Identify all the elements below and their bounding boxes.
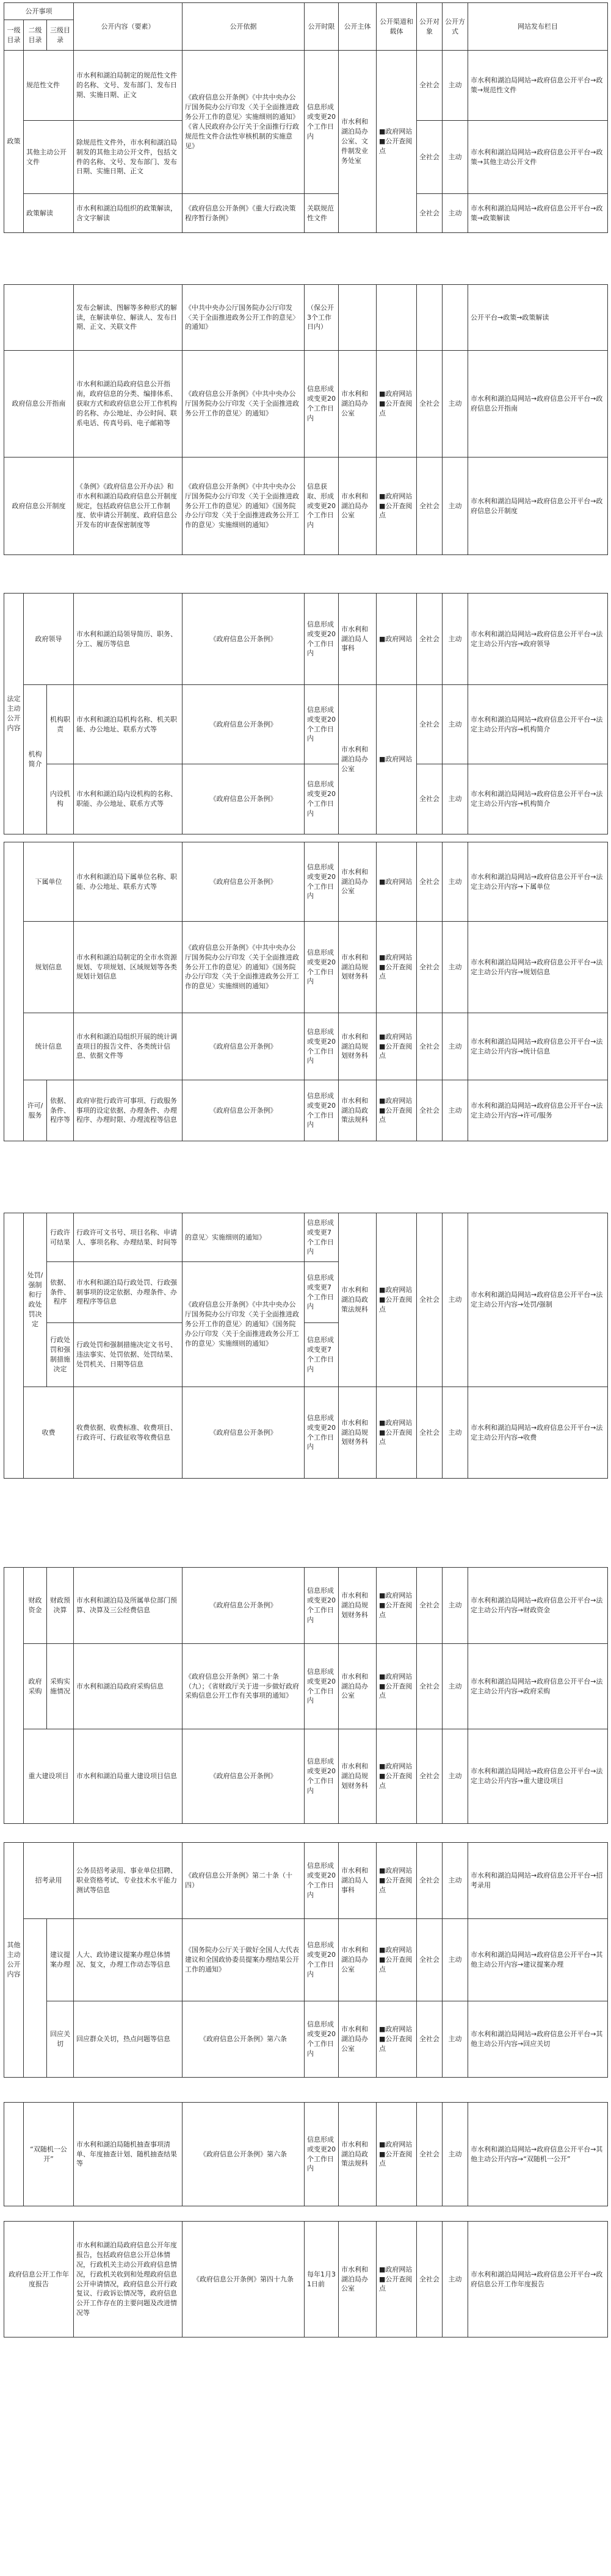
object-cell: 全社会 — [417, 351, 443, 457]
basis-cell: 《政府信息公开条例》 — [183, 1729, 305, 1824]
object-cell: 全社会 — [417, 2001, 443, 2078]
method-cell: 主动 — [443, 1387, 468, 1479]
object-cell: 全社会 — [417, 1387, 443, 1479]
column-cell: 市水利和湖泊局网站→政府信息公开平台→法定主动公开内容→收费 — [468, 1387, 608, 1479]
subject-cell: 市水利和湖泊局办公室 — [339, 2001, 377, 2078]
method-cell: 主动 — [443, 1729, 468, 1824]
l2-cell — [24, 1919, 47, 2078]
header-level3: 三级目录 — [47, 20, 74, 51]
channel-cell: ■政府网站 ■公开查阅点 — [377, 51, 417, 233]
object-cell: 全社会 — [417, 51, 443, 121]
l2-cell: 财政资金 — [24, 1568, 47, 1644]
basis-cell: 《政府信息公开条例》 — [183, 1013, 305, 1080]
l2-cell: 收费 — [24, 1387, 74, 1479]
basis-cell: 《国务院办公厅关于做好全国人大代表建议和全国政协委员提案办理结果公开工作的通知》 — [183, 1919, 305, 2001]
basis-cell: 《政府信息公开条例》第四十九条 — [183, 2222, 305, 2337]
object-cell — [417, 285, 443, 351]
object-cell: 全社会 — [417, 457, 443, 555]
catalog-table-6 — [4, 1567, 608, 1824]
method-cell: 主动 — [443, 922, 468, 1013]
table-row — [4, 1729, 608, 1824]
content-cell: 市水利和湖泊局政府信息公开年度报告，包括政府信息公开总体情况，行政机关主动公开政府信息情况，行政机关收到和处理政府信息公开申请情况，政府信息公开行政复议、行政诉讼情况等，政府信息公开工作存在的主要问题及改进情况等 — [74, 2222, 183, 2337]
column-cell: 市水利和湖泊局网站→政府信息公开平台→其他主动公开内容→回应关切 — [468, 2001, 608, 2078]
basis-cell: 《政府信息公开条例》 — [183, 1080, 305, 1141]
subject-cell: 市水利和湖泊局办公室 — [339, 2222, 377, 2337]
l1-cell: 政府信息公开指南 — [4, 351, 74, 457]
basis-cell: 《政府信息公开条例》《中共中央办公厅国务院办公厅印发〈关于全面推进政务公开工作的意见〉的通知》《国务院办公厅印发〈关于全面推进政务公开工作的意见〉实施细则的通知》 — [183, 1262, 305, 1387]
method-cell: 主动 — [443, 2001, 468, 2078]
content-cell: 发布会解读、图解等多种形式的解读，在解读单位、解读人、发布日期、正文、关联文件 — [74, 285, 183, 351]
column-cell: 市水利和湖泊局网站→政府信息公开平台→其他主动公开内容→建议提案办理 — [468, 1919, 608, 2001]
column-cell: 市水利和湖泊局网站→政府信息公开平台→政府信息公开工作年度报告 — [468, 2222, 608, 2337]
method-cell: 主动 — [443, 121, 468, 194]
object-cell: 全社会 — [417, 1080, 443, 1141]
header-method: 公开方式 — [443, 3, 468, 51]
channel-cell: ■政府网站 ■公开查阅点 — [377, 1568, 417, 1644]
table-row — [4, 1213, 608, 1262]
l3-cell: 依据、条件、程序等 — [47, 1080, 74, 1141]
content-cell: 市水利和湖泊局随机抽查事项清单、年度抽查计划、随机抽查结果等 — [74, 2103, 183, 2206]
time-cell: 每年1月31日前 — [305, 2222, 339, 2337]
time-cell: 关联规范性文件 — [305, 194, 339, 233]
sheet-page-7 — [4, 1842, 607, 2078]
sheet-page-2 — [4, 284, 607, 555]
sheet-page-1 — [4, 2, 607, 233]
time-cell: 信息形成或变更20个工作日内 — [305, 1919, 339, 2001]
table-row — [4, 685, 608, 764]
object-cell: 全社会 — [417, 922, 443, 1013]
table-row — [4, 457, 608, 555]
subject-cell: 市水利和湖泊局规划财务科 — [339, 922, 377, 1013]
time-cell: 信息形成或变更20个工作日内 — [305, 1843, 339, 1919]
table-row — [4, 1568, 608, 1644]
channel-cell: ■政府网站 ■公开查阅点 — [377, 1644, 417, 1729]
method-cell: 主动 — [443, 1080, 468, 1141]
method-cell: 主动 — [443, 594, 468, 685]
l3-cell: 建议提案办理 — [47, 1919, 74, 2001]
method-cell: 主动 — [443, 1919, 468, 2001]
subject-cell: 市水利和湖泊局规划财务科 — [339, 1387, 377, 1479]
object-cell: 全社会 — [417, 685, 443, 764]
content-cell: 市水利和湖泊局组织的政策解读，含文字解读 — [74, 194, 183, 233]
subject-cell: 市水利和湖泊局办公室 — [339, 1644, 377, 1729]
time-cell: 信息形成或变更7个工作日内 — [305, 1262, 339, 1323]
l2-cell: 政府领导 — [24, 594, 74, 685]
time-cell: 信息形成或变更20个工作日内 — [305, 2001, 339, 2078]
basis-cell: 《政府信息公开条例》《中共中央办公厅国务院办公厅印发〈关于全面推进政务公开工作的意见〉的通知》《国务院办公厅印发〈关于全面推进政务公开工作的意见〉实施细则的通知》 — [183, 457, 305, 555]
object-cell: 全社会 — [417, 1919, 443, 2001]
l2-cell: 其他主动公开文件 — [24, 121, 74, 194]
l3-cell: 行政许可结果 — [47, 1213, 74, 1262]
object-cell: 全社会 — [417, 1213, 443, 1387]
subject-cell: 市水利和湖泊局人事科 — [339, 594, 377, 685]
object-cell: 全社会 — [417, 1843, 443, 1919]
content-cell: 行政许可文书号、项目名称、申请人、事项名称、办理结果、时间等 — [74, 1213, 183, 1262]
sheet-page-3 — [4, 593, 607, 834]
column-cell: 市水利和湖泊局网站→政府信息公开平台→政策→规范性文件 — [468, 51, 608, 121]
column-cell: 市水利和湖泊局网站→政府信息公开平台→政府信息公开制度 — [468, 457, 608, 555]
content-cell: 市水利和湖泊局重大建设项目信息 — [74, 1729, 183, 1824]
column-cell: 市水利和湖泊局网站→政府信息公开平台→招考录用 — [468, 1843, 608, 1919]
l2-cell: 许可/服务 — [24, 1080, 47, 1141]
l3-cell: 内设机构 — [47, 764, 74, 834]
subject-cell: 市水利和湖泊局办公室 — [339, 685, 377, 834]
channel-cell: ■政府网站 — [377, 685, 417, 834]
content-cell: 市水利和湖泊局下属单位名称、职能、办公地址、联系方式等 — [74, 842, 183, 922]
basis-cell: 《政府信息公开条例》 — [183, 842, 305, 922]
table-row — [4, 1387, 608, 1479]
content-cell: 市水利和湖泊局政府信息公开指南，政府信息的分类、编排体系、获取方式和政府信息公开工作机构的名称、办公地址、办公时间、联系电话、传真号码、电子邮箱等 — [74, 351, 183, 457]
method-cell: 主动 — [443, 1213, 468, 1387]
l3-cell: 回应关切 — [47, 2001, 74, 2078]
basis-cell: 《政府信息公开条例》《重大行政决策程序暂行条例》 — [183, 194, 305, 233]
content-cell: 市水利和湖泊局机构名称、机关职能、办公地址、联系方式等 — [74, 685, 183, 764]
l1-cell — [4, 285, 74, 351]
basis-cell: 《政府信息公开条例》《中共中央办公厅国务院办公厅印发〈关于全面推进政务公开工作的意见〉实施细则的通知》《省人民政府办公厅关于全面推行行政规范性文件合法性审核机制的实施意见》 — [183, 51, 305, 194]
content-cell: 市水利和湖泊局制定的规范性文件的名称、文号、发布部门、发布日期、实施日期、正文 — [74, 51, 183, 121]
column-cell: 公开平台→政策→政策解读 — [468, 285, 608, 351]
channel-cell: ■政府网站 ■公开查阅点 — [377, 1919, 417, 2001]
basis-cell: 《政府信息公开条例》 — [183, 1387, 305, 1479]
channel-cell: ■政府网站 ■公开查阅点 — [377, 1080, 417, 1141]
header-matters: 公开事项 — [4, 3, 74, 20]
l1-cell — [4, 842, 24, 1141]
object-cell: 全社会 — [417, 594, 443, 685]
column-cell: 市水利和湖泊局网站→政府信息公开平台→法定主动公开内容→重大建设项目 — [468, 1729, 608, 1824]
catalog-table-8 — [4, 2102, 608, 2206]
basis-cell: 《政府信息公开条例》《中共中央办公厅国务院办公厅印发〈关于全面推进政务公开工作的意见〉的通知》 — [183, 351, 305, 457]
content-cell: 市水利和湖泊局领导简历、职务、分工、履历等信息 — [74, 594, 183, 685]
method-cell: 主动 — [443, 351, 468, 457]
content-cell: 《条例》《政府信息公开办法》和市水利和湖泊局政府信息公开制度规定，包括政府信息公开工作制度、依申请公开制度、政府信息公开发布的审查保密制度等 — [74, 457, 183, 555]
content-cell: 收费依据、收费标准、收费项目、行政许可、行政征收等收费信息 — [74, 1387, 183, 1479]
object-cell: 全社会 — [417, 1568, 443, 1644]
l3-cell: 依据、条件、程序 — [47, 1262, 74, 1323]
column-cell: 市水利和湖泊局网站→政府信息公开平台→法定主动公开内容→政府采购 — [468, 1644, 608, 1729]
object-cell: 全社会 — [417, 1013, 443, 1080]
table-row — [4, 764, 608, 834]
l3-cell: 采购实施情况 — [47, 1644, 74, 1729]
l1-cell — [4, 1568, 24, 1824]
l2-cell: 招考录用 — [24, 1843, 74, 1919]
table-row — [4, 194, 608, 233]
content-cell: 行政处罚和强制措施决定文书号、违法事实、处罚依据、处罚结果、处罚机关、日期等信息 — [74, 1323, 183, 1387]
catalog-table-7 — [4, 1842, 608, 2078]
basis-cell: 《政府信息公开条例》 — [183, 594, 305, 685]
object-cell: 全社会 — [417, 2103, 443, 2206]
l2-cell: 政府采购 — [24, 1644, 47, 1729]
table-row — [4, 1919, 608, 2001]
table-row — [4, 2001, 608, 2078]
basis-cell: 《政府信息公开条例》 — [183, 764, 305, 834]
column-cell: 市水利和湖泊局网站→政府信息公开平台→法定主动公开内容→下属单位 — [468, 842, 608, 922]
l3-cell: 财政预决算 — [47, 1568, 74, 1644]
l2-cell: 统计信息 — [24, 1013, 74, 1080]
column-cell: 市水利和湖泊局网站→政府信息公开平台→政府信息公开指南 — [468, 351, 608, 457]
basis-cell: 《政府信息公开条例》第六条 — [183, 2103, 305, 2206]
subject-cell: 市水利和湖泊局办公室 — [339, 842, 377, 922]
column-cell: 市水利和湖泊局网站→政府信息公开平台→政策→其他主动公开文件 — [468, 121, 608, 194]
method-cell: 主动 — [443, 1013, 468, 1080]
subject-cell: 市水利和湖泊局政策法规科 — [339, 1213, 377, 1387]
object-cell: 全社会 — [417, 1729, 443, 1824]
table-row — [4, 1080, 608, 1141]
table-row — [4, 285, 608, 351]
basis-cell: 《政府信息公开条例》《中共中央办公厅国务院办公厅印发〈关于全面推进政务公开工作的意见〉的通知》《国务院办公厅印发〈关于全面推进政务公开工作的意见〉实施细则的通知》 — [183, 922, 305, 1013]
table-row — [4, 2222, 608, 2337]
table-row — [4, 2103, 608, 2206]
content-cell: 除规范性文件外，市水利和湖泊局制发的其他主动公开文件，包括文件的名称、文号、发布部门、发布日期、实施日期、正文 — [74, 121, 183, 194]
method-cell: 主动 — [443, 1644, 468, 1729]
basis-cell: 《政府信息公开条例》 — [183, 685, 305, 764]
method-cell: 主动 — [443, 1568, 468, 1644]
basis-cell: 《政府信息公开条例》第二十条（十四） — [183, 1843, 305, 1919]
content-cell: 政府审批行政许可事项、行政服务事项的设定依据、办理条件、办理程序、办理时限、办理流程等信息 — [74, 1080, 183, 1141]
channel-cell: ■政府网站 ■公开查阅点 — [377, 1013, 417, 1080]
content-cell: 市水利和湖泊局组织开展的统计调查项目的报告文件、各类统计信息、依据文件等 — [74, 1013, 183, 1080]
sheet-page-5 — [4, 1213, 607, 1479]
table-row — [4, 1644, 608, 1729]
method-cell: 主动 — [443, 2222, 468, 2337]
content-cell: 市水利和湖泊局行政处罚、行政强制事项的设定依据、办理条件、办理程序等信息 — [74, 1262, 183, 1323]
channel-cell: ■政府网站 ■公开查阅点 — [377, 1387, 417, 1479]
l2-cell: 政策解读 — [24, 194, 74, 233]
time-cell: 信息形成或变更20个工作日内 — [305, 842, 339, 922]
table-row — [4, 1013, 608, 1080]
subject-cell: 市水利和湖泊局办公室 — [339, 457, 377, 555]
content-cell: 市水利和湖泊局政府采购信息 — [74, 1644, 183, 1729]
time-cell: 信息形成或变更20个工作日内 — [305, 2103, 339, 2206]
basis-cell: 的意见〉实施细则的通知》 — [183, 1213, 305, 1262]
object-cell: 全社会 — [417, 2222, 443, 2337]
subject-cell: 市水利和湖泊局规划财务科 — [339, 1729, 377, 1824]
column-cell: 市水利和湖泊局网站→政府信息公开平台→法定主动公开内容→机构简介 — [468, 685, 608, 764]
time-cell: 信息形成或变更20个工作日内 — [305, 51, 339, 194]
time-cell: 信息形成或变更7个工作日内 — [305, 1323, 339, 1387]
time-cell: 信息形成或变更20个工作日内 — [305, 1080, 339, 1141]
time-cell: 信息获取、形成或变更20个工作日内 — [305, 457, 339, 555]
content-cell: 市水利和湖泊局制定的全市水资源规划、专项规划、区域规划等各类规划计划信息 — [74, 922, 183, 1013]
catalog-table-5 — [4, 1213, 608, 1479]
column-cell: 市水利和湖泊局网站→政府信息公开平台→法定主动公开内容→财政资金 — [468, 1568, 608, 1644]
channel-cell: ■政府网站 ■公开查阅点 — [377, 1729, 417, 1824]
basis-cell: 《政府信息公开条例》第二十条（九）；《省财政厅关于进一步做好政府采购信息公开工作有关事项的通知》 — [183, 1644, 305, 1729]
time-cell: 信息形成或变更20个工作日内 — [305, 1729, 339, 1824]
object-cell: 全社会 — [417, 1644, 443, 1729]
subject-cell: 市水利和湖泊局办公室、文件制发业务处室 — [339, 51, 377, 233]
channel-cell: ■政府网站 ■公开查阅点 — [377, 457, 417, 555]
l2-cell: 机构简介 — [24, 685, 47, 834]
channel-cell — [377, 285, 417, 351]
header-channel: 公开渠道和载体 — [377, 3, 417, 51]
table-row — [4, 922, 608, 1013]
channel-cell: ■政府网站 ■公开查阅点 — [377, 2103, 417, 2206]
l1-cell: 政府信息公开工作年度报告 — [4, 2222, 74, 2337]
time-cell: 信息形成或变更20个工作日内 — [305, 1568, 339, 1644]
l1-cell — [4, 1213, 24, 1479]
content-cell: 公务员招考录用、事业单位招聘、职业资格考试、专业技术水平能力测试等信息 — [74, 1843, 183, 1919]
sheet-page-8 — [4, 2102, 607, 2206]
time-cell: 信息形成或变更20个工作日内 — [305, 1387, 339, 1479]
sheet-page-6 — [4, 1567, 607, 1824]
catalog-table-2 — [4, 284, 608, 555]
table-row — [4, 51, 608, 121]
sheet-page-9 — [4, 2221, 607, 2337]
time-cell: 信息形成或变更7个工作日内 — [305, 1213, 339, 1262]
channel-cell: ■政府网站 ■公开查阅点 — [377, 351, 417, 457]
catalog-table-3 — [4, 593, 608, 834]
l1-cell — [4, 2103, 24, 2206]
content-cell: 市水利和湖泊局及所属单位部门预算、决算及三公经费信息 — [74, 1568, 183, 1644]
time-cell: 信息形成或变更20个工作日内 — [305, 685, 339, 764]
method-cell: 主动 — [443, 2103, 468, 2206]
basis-cell: 《中共中央办公厅国务院办公厅印发〈关于全面推进政务公开工作的意见〉的通知》 — [183, 285, 305, 351]
column-cell: 市水利和湖泊局网站→政府信息公开平台→法定主动公开内容→规划信息 — [468, 922, 608, 1013]
l2-cell: 重大建设项目 — [24, 1729, 74, 1824]
time-cell: 信息形成或变更20个工作日内 — [305, 922, 339, 1013]
l2-cell: 处罚/强制和行政处罚决定 — [24, 1213, 47, 1387]
subject-cell: 市水利和湖泊局办公室 — [339, 1919, 377, 2001]
channel-cell: ■政府网站 ■公开查阅点 — [377, 1843, 417, 1919]
time-cell: 信息形成或变更20个工作日内 — [305, 594, 339, 685]
table-row — [4, 842, 608, 922]
channel-cell: ■政府网站 ■公开查阅点 — [377, 922, 417, 1013]
subject-cell: 市水利和湖泊局规划财务科 — [339, 1013, 377, 1080]
channel-cell: ■政府网站 — [377, 842, 417, 922]
method-cell: 主动 — [443, 1843, 468, 1919]
method-cell: 主动 — [443, 194, 468, 233]
sheet-page-4 — [4, 842, 607, 1141]
l2-cell: 下属单位 — [24, 842, 74, 922]
table-row — [4, 1843, 608, 1919]
method-cell: 主动 — [443, 51, 468, 121]
channel-cell: ■政府网站 ■公开查阅点 — [377, 2001, 417, 2078]
header-level2: 二级目录 — [24, 20, 47, 51]
header-object: 公开对象 — [417, 3, 443, 51]
column-cell: 市水利和湖泊局网站→政府信息公开平台→其他主动公开内容→“双随机一公开” — [468, 2103, 608, 2206]
basis-cell: 《政府信息公开条例》 — [183, 1568, 305, 1644]
table-row — [4, 351, 608, 457]
time-cell: 信息形成或变更20个工作日内 — [305, 351, 339, 457]
l2-cell: “双随机一公开” — [24, 2103, 74, 2206]
object-cell: 全社会 — [417, 194, 443, 233]
column-cell: 市水利和湖泊局网站→政府信息公开平台→法定主动公开内容→机构简介 — [468, 764, 608, 834]
header-column: 网站发布栏目 — [468, 3, 608, 51]
catalog-table-9 — [4, 2221, 608, 2337]
basis-cell: 《政府信息公开条例》第六条 — [183, 2001, 305, 2078]
l2-cell: 规划信息 — [24, 922, 74, 1013]
column-cell: 市水利和湖泊局网站→政府信息公开平台→法定主动公开内容→许可/服务 — [468, 1080, 608, 1141]
catalog-table-1 — [4, 2, 608, 233]
header-subject: 公开主体 — [339, 3, 377, 51]
method-cell — [443, 285, 468, 351]
column-cell: 市水利和湖泊局网站→政府信息公开平台→法定主动公开内容→处罚/强制 — [468, 1213, 608, 1387]
l1-cell: 政府信息公开制度 — [4, 457, 74, 555]
subject-cell: 市水利和湖泊局人事科 — [339, 1843, 377, 1919]
subject-cell: 市水利和湖泊局政策法规科 — [339, 1080, 377, 1141]
l3-cell: 机构职责 — [47, 685, 74, 764]
time-cell: 信息形成或变更20个工作日内 — [305, 1644, 339, 1729]
time-cell: 信息形成或变更20个工作日内 — [305, 1013, 339, 1080]
method-cell: 主动 — [443, 457, 468, 555]
object-cell: 全社会 — [417, 764, 443, 834]
subject-cell: 市水利和湖泊局规划财务科 — [339, 1568, 377, 1644]
time-cell: 信息形成或变更20个工作日内 — [305, 764, 339, 834]
subject-cell: 市水利和湖泊局政策法规科 — [339, 2103, 377, 2206]
object-cell: 全社会 — [417, 842, 443, 922]
header-level1: 一级目录 — [4, 20, 24, 51]
content-cell: 回应群众关切，热点问题等信息 — [74, 2001, 183, 2078]
header-basis: 公开依据 — [183, 3, 305, 51]
method-cell: 主动 — [443, 685, 468, 764]
content-cell: 市水利和湖泊局内设机构的名称、职能、办公地址、联系方式等 — [74, 764, 183, 834]
channel-cell: ■政府网站 ■公开查阅点 — [377, 1213, 417, 1387]
l1-cell: 其他主动公开内容 — [4, 1843, 24, 2078]
time-cell: （保公开3个工作日内） — [305, 285, 339, 351]
channel-cell: ■政府网站 — [377, 594, 417, 685]
l1-cell: 法定主动公开内容 — [4, 594, 24, 834]
column-cell: 市水利和湖泊局网站→政府信息公开平台→法定主动公开内容→统计信息 — [468, 1013, 608, 1080]
l3-cell: 行政处罚和强制措施决定 — [47, 1323, 74, 1387]
channel-cell: ■政府网站 ■公开查阅点 — [377, 2222, 417, 2337]
header-content: 公开内容（要素） — [74, 3, 183, 51]
l1-cell: 政策 — [4, 51, 24, 233]
table-row — [4, 594, 608, 685]
method-cell: 主动 — [443, 842, 468, 922]
column-cell: 市水利和湖泊局网站→政府信息公开平台→法定主动公开内容→政府领导 — [468, 594, 608, 685]
content-cell: 人大、政协建议提案办理总体情况、复文，办理工作动态等信息 — [74, 1919, 183, 2001]
catalog-table-4 — [4, 842, 608, 1141]
subject-cell: 市水利和湖泊局办公室 — [339, 351, 377, 457]
header-time: 公开时限 — [305, 3, 339, 51]
subject-cell — [339, 285, 377, 351]
method-cell: 主动 — [443, 764, 468, 834]
l2-cell: 规范性文件 — [24, 51, 74, 121]
column-cell: 市水利和湖泊局网站→政府信息公开平台→政策→政策解读 — [468, 194, 608, 233]
object-cell: 全社会 — [417, 121, 443, 194]
